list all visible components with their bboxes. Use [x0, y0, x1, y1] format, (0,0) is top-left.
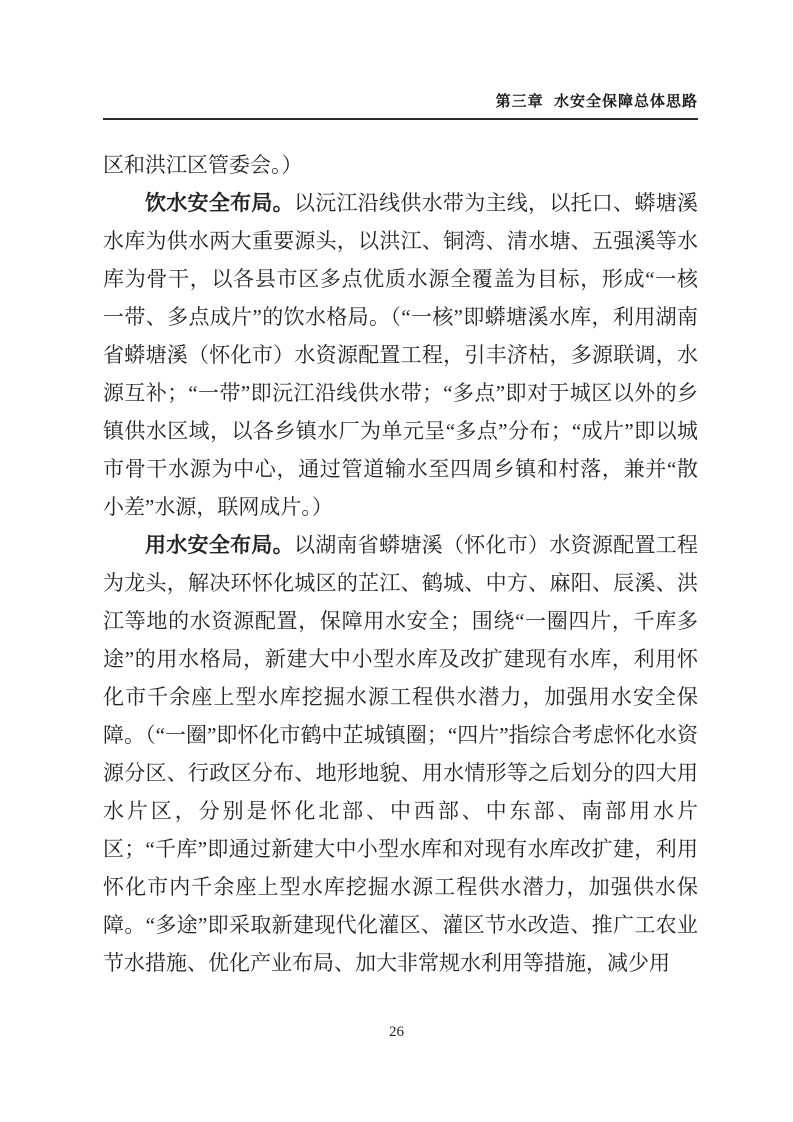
running-header-chapter-title: 第三章 水安全保障总体思路	[495, 93, 698, 110]
paragraph-text: 以湖南省蟒塘溪（怀化市）水资源配置工程为龙头，解决环怀化城区的芷江、鹤城、中方、麻阳、辰溪、洪江等地的水资源配置，保障用水安全；围绕“一圈四片，千库多途”的用水格局，新建大中小型水库及改扩建现有水库，利用怀化市千余座上型水库挖掘水源工程供水潜力，加强用水安全保障。（“一圈”即怀化市鹤中芷城镇圈；“四片”指综合考虑怀化水资源分区、行政区分布、地形地貌、用水情形等之后划分的四大用水片区，分别是怀化北部、中西部、中东部、南部用水片区；“千库”即通过新建大中小型水库和对现有水库改扩建，利用怀化市内千余座上型水库挖掘水源工程供水潜力，加强供水保障。“多途”即采取新建现代化灌区、灌区节水改造、推广工农业节水措施、优化产业布局、加大非常规水利用等措施，减少用	[103, 533, 699, 975]
paragraph-lead-drinking-water: 饮水安全布局。	[145, 191, 294, 215]
paragraph-lead-water-use: 用水安全布局。	[145, 533, 294, 557]
paragraph-text: 区和洪江区管委会。）	[103, 153, 303, 177]
paragraph-continuation	[103, 146, 698, 184]
paragraph-water-use-layout	[103, 526, 698, 982]
page-content	[103, 0, 698, 982]
paragraph-drinking-water-layout	[103, 184, 698, 526]
page-number: 26	[389, 1024, 404, 1040]
body-text-block	[103, 146, 698, 982]
header-divider-rule	[103, 118, 698, 120]
paragraph-text: 以沅江沿线供水带为主线，以托口、蟒塘溪水库为供水两大重要源头，以洪江、铜湾、清水塘、五强溪等水库为骨干，以各县市区多点优质水源全覆盖为目标，形成“一核一带、多点成片”的饮水格局。（“一核”即蟒塘溪水库，利用湖南省蟒塘溪（怀化市）水资源配置工程，引丰济枯，多源联调，水源互补；“一带”即沅江沿线供水带；“多点”即对于城区以外的乡镇供水区域，以各乡镇水厂为单元呈“多点”分布；“成片”即以城市骨干水源为中心，通过管道输水至四周乡镇和村落，兼并“散小差”水源，联网成片。）	[103, 191, 699, 519]
